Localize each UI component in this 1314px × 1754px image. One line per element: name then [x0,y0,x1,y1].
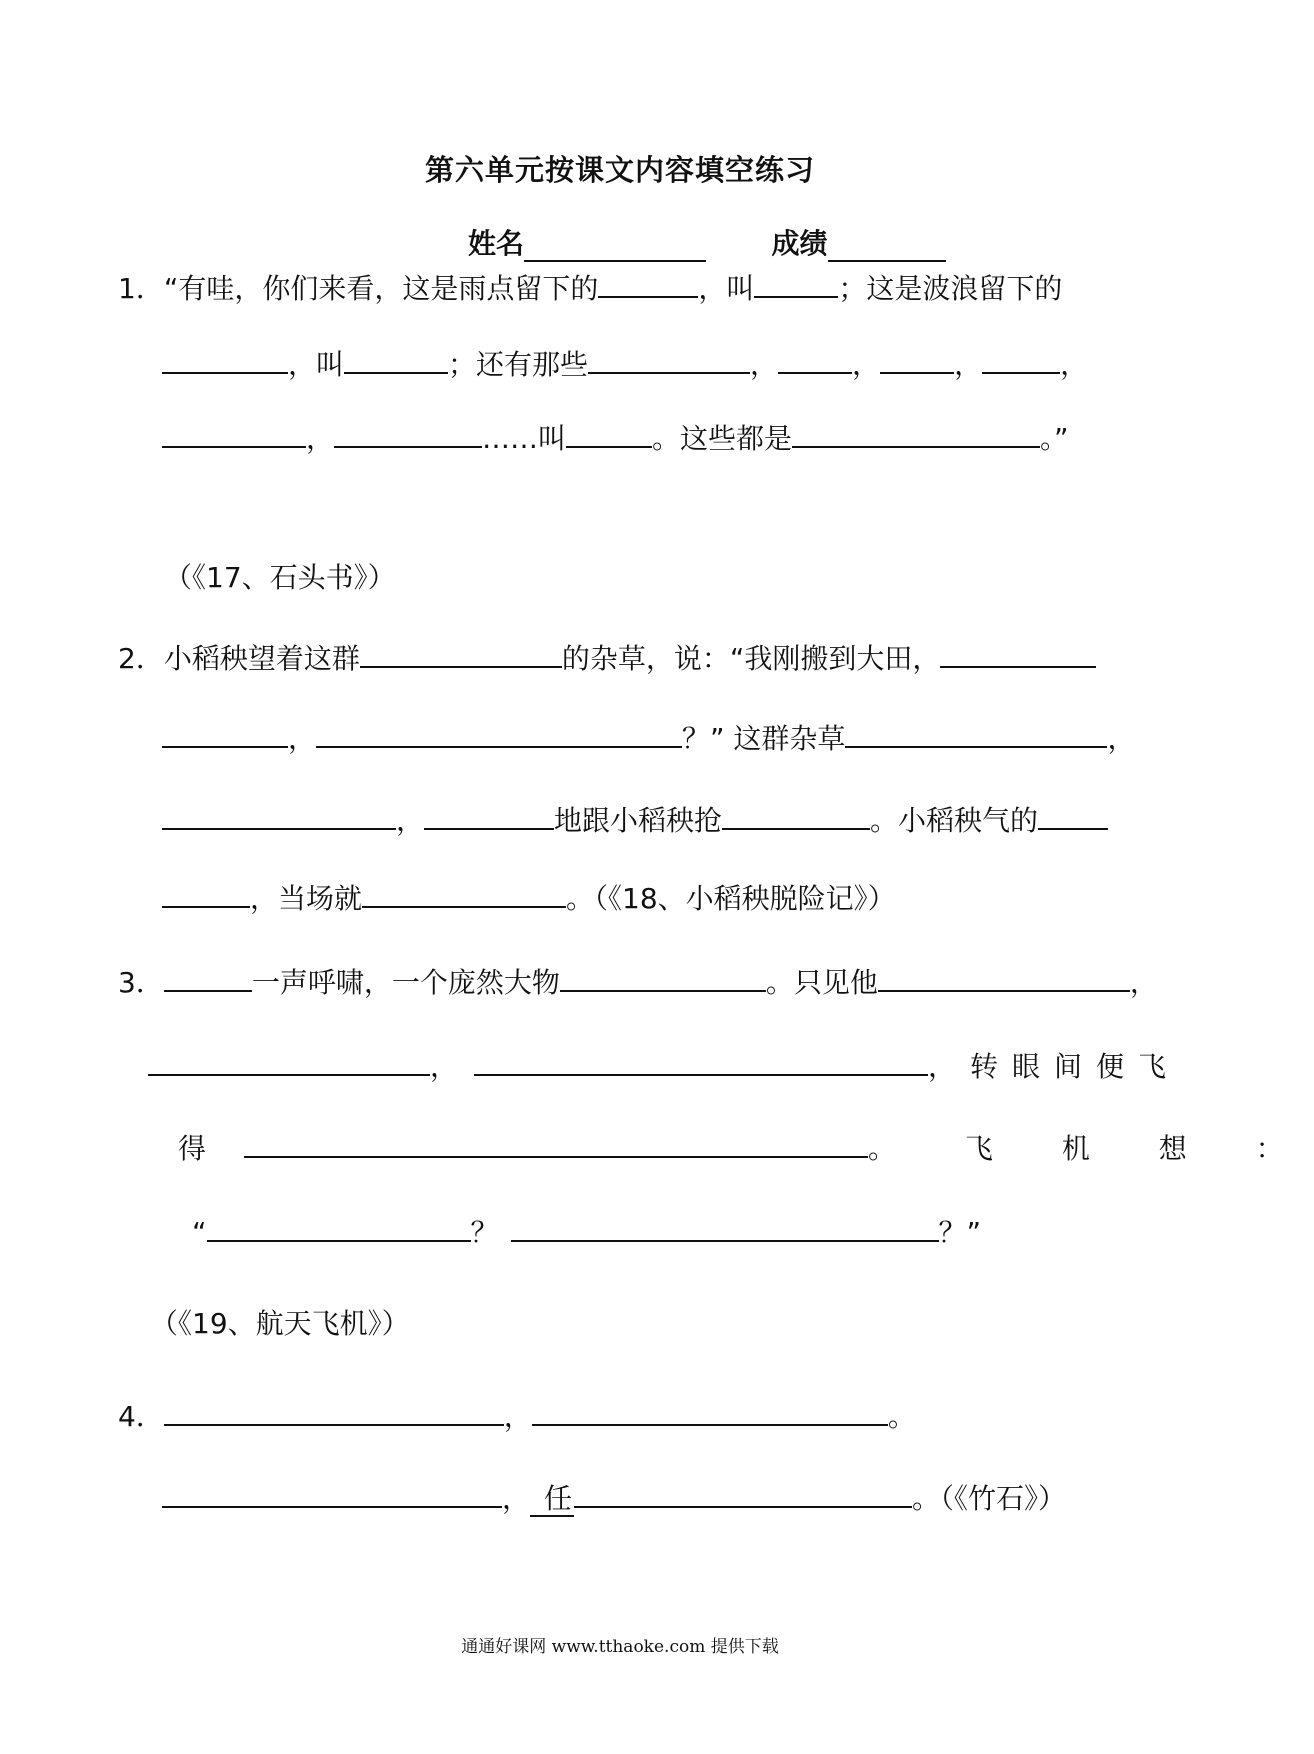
q1-text: ，叫 [288,348,345,381]
q3-text: 。只见他 [765,966,878,999]
fill-blank[interactable] [162,1476,502,1508]
q2-text: ， [288,722,317,755]
q1-line3 [162,416,1069,460]
fill-blank[interactable] [566,416,652,448]
fill-blank[interactable] [940,636,1096,668]
fill-blank[interactable] [344,342,448,374]
fill-blank[interactable] [244,1126,868,1158]
q3-text: ， [1129,966,1158,999]
q3-text: ，转眼间便飞 [928,1050,1181,1083]
q4-line2 [162,1476,1066,1520]
q1-text: ， [750,348,779,381]
q4-text: ， [502,1482,531,1515]
q3-source: （《19、航天飞机》） [150,1307,410,1340]
q2-line1 [118,636,1096,680]
q3-line1 [118,960,1158,1004]
q3-text: ， [430,1050,459,1083]
fill-blank[interactable] [162,798,396,830]
q2-text: ， [396,804,425,837]
q2-text: ， [1107,722,1136,755]
q1-text: ；这是波浪留下的 [838,272,1063,305]
q3-text: ？” [938,1216,982,1249]
fill-blank[interactable] [845,716,1107,748]
q1-text: ；还有那些 [448,348,589,381]
fill-blank[interactable] [880,342,954,374]
fill-blank[interactable] [362,876,566,908]
fill-blank[interactable] [162,876,250,908]
q3-text: 3． [118,966,164,999]
fill-blank[interactable] [754,266,838,298]
fill-blank[interactable] [778,342,852,374]
q1-text: 。” [1040,422,1069,455]
fill-blank[interactable] [982,342,1060,374]
fill-blank[interactable] [532,1394,888,1426]
q3-line3 [178,1126,1314,1170]
q1-text: ， [306,422,335,455]
q1-line1 [118,266,1062,310]
q3-text: ？ [470,1216,499,1249]
fill-blank[interactable] [588,342,750,374]
q3-text: 得 [178,1132,207,1165]
q1-source: （《17、石头书》） [164,561,396,594]
fill-blank[interactable] [598,266,698,298]
fill-blank[interactable] [334,416,482,448]
fill-blank[interactable] [560,960,766,992]
q2-text: ，当场就 [250,882,363,915]
q2-text: 地跟小稻秧抢 [554,804,723,837]
q3-text: “ [192,1216,207,1249]
q3-text: 一声呼啸，一个庞然大物 [251,966,560,999]
fill-blank[interactable] [164,960,252,992]
fill-blank[interactable] [316,716,682,748]
q1-text: ， [954,348,983,381]
q4-text: ， [503,1400,532,1433]
q1-text: ， [1060,348,1089,381]
q2-line4 [162,876,896,920]
q3-line4 [192,1210,981,1254]
fill-blank[interactable] [162,416,306,448]
q1-text: 。这些都是 [652,422,793,455]
q2-line3 [162,798,1108,842]
fill-blank[interactable] [474,1044,928,1076]
q1-text: ……叫 [482,422,567,455]
fill-blank[interactable] [207,1210,471,1242]
q1-line2 [162,342,1088,386]
fill-blank[interactable] [574,1476,912,1508]
fill-blank[interactable] [162,716,288,748]
name-label: 姓名 [468,227,525,260]
q4-line1 [118,1394,916,1438]
fill-blank[interactable] [164,1394,504,1426]
q2-text: ？” 这群杂草 [682,722,846,755]
q4-text: 4． [118,1400,164,1433]
fill-blank[interactable] [511,1210,939,1242]
fill-blank[interactable] [878,960,1130,992]
q2-text: 2．小稻秧望着这群 [118,642,360,675]
q1-text: ， [852,348,881,381]
fill-blank[interactable] [424,798,554,830]
q3-line2 [148,1044,1180,1088]
score-label: 成绩 [771,227,828,260]
q2-text: 的杂草，说：“我刚搬到大田， [561,642,941,675]
q2-text: 。小稻秧气的 [870,804,1039,837]
q2-line2 [162,716,1135,760]
name-blank[interactable] [524,230,706,262]
q1-text: ，叫 [698,272,755,305]
student-info-bar [468,222,946,262]
footer-credit: 通通好课网 www.tthaoke.com 提供下载 [461,1637,779,1657]
q2-text: 。（《18、小稻秧脱险记》） [566,882,896,915]
score-blank[interactable] [828,230,946,262]
q4-text: 。 [887,1400,916,1433]
fill-blank[interactable] [722,798,870,830]
fill-blank[interactable] [360,636,562,668]
fill-blank[interactable] [792,416,1040,448]
q1-text: 1．“有哇，你们来看，这是雨点留下的 [118,272,599,305]
q3-text: 。 飞 机 想 ： [868,1132,1314,1165]
page-title: 第六单元按课文内容填空练习 [424,153,815,187]
q4-text: 任 [530,1482,574,1517]
fill-blank[interactable] [148,1044,430,1076]
q4-text: 。（《竹石》） [912,1482,1067,1515]
fill-blank[interactable] [162,342,288,374]
fill-blank[interactable] [1038,798,1108,830]
